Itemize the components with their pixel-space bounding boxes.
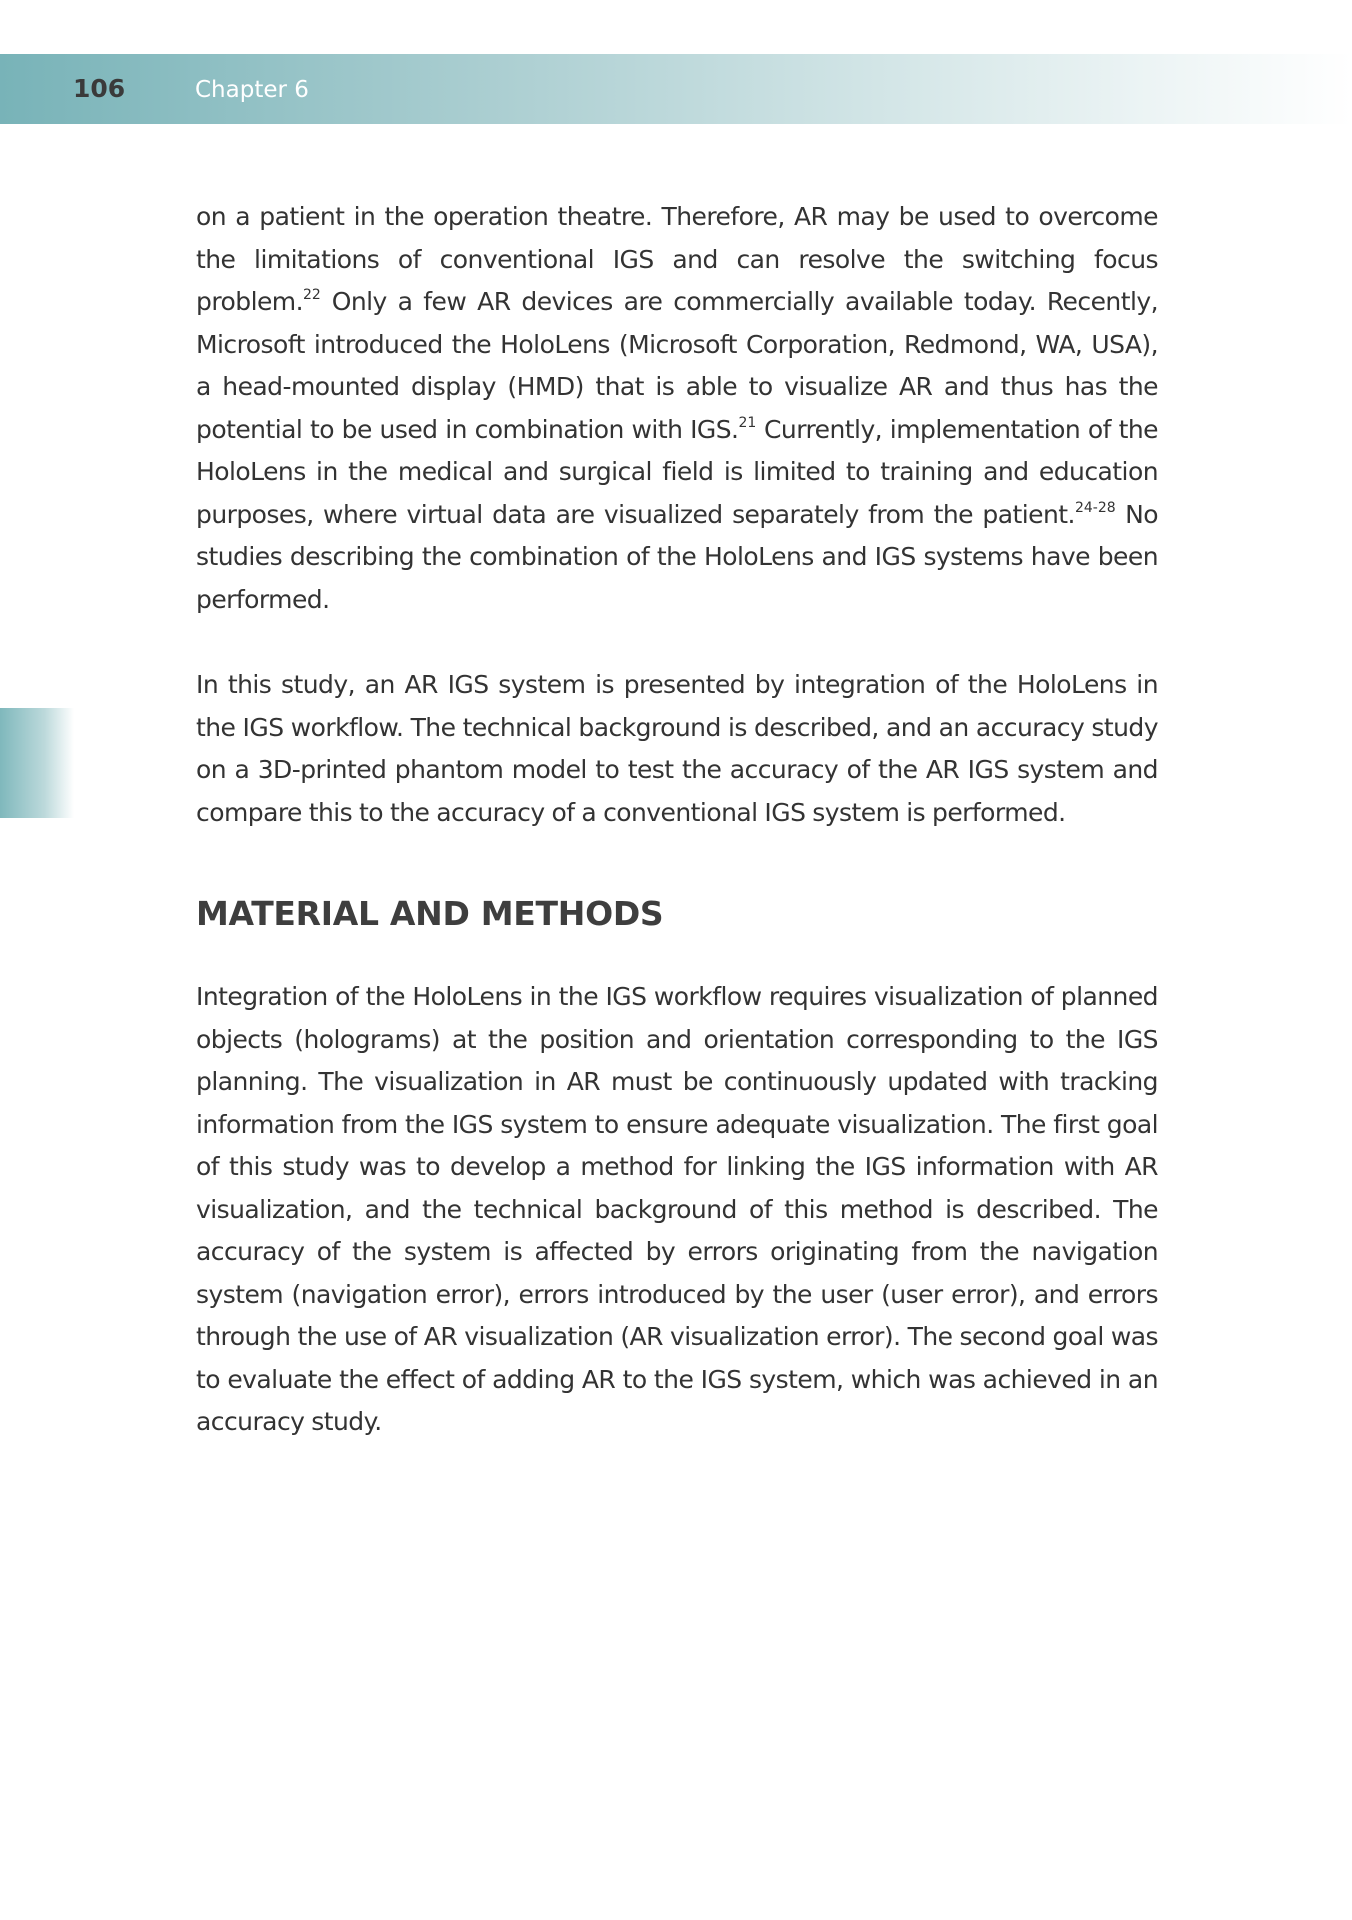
page-number: 106 (73, 74, 126, 103)
study-paragraph: In this study, an AR IGS system is presented by integration of the HoloLens in the IGS workflow. The technical background is described, and an accuracy study on a 3D-printed phantom model to test the accuracy of the AR IGS system and compare this to the accuracy of a conventional IGS system is performed. (196, 670, 1158, 827)
text-run: Currently, implementation of the HoloLens in the medical and surgical field is limited to training and education purposes, where virtual data are visualized separately from the patient. (196, 414, 1158, 529)
chapter-label: Chapter 6 (195, 77, 309, 103)
running-header (0, 54, 1352, 124)
text-run: No studies describing the combination of the HoloLens and IGS systems have been performed. (196, 499, 1159, 614)
methods-paragraph: Integration of the HoloLens in the IGS workflow requires visualization of planned objects (holograms) at the position and orientation corresponding to the IGS planning. The visualization in AR must be continuously updated with tracking information from the IGS system to ensure adequate visualization. The first goal of this study was to develop a method for linking the IGS information with AR visualization, and the technical background of this method is described. The accuracy of the system is affected by errors originating from the navigation system (navigation error), errors introduced by the user (user error), and errors through the use of AR visualization (AR visualization error). The second goal was to evaluate the effect of adding AR to the IGS system, which was achieved in an accuracy study. (196, 982, 1158, 1436)
section-heading: MATERIAL AND METHODS (196, 894, 664, 933)
text-run: on a patient in the operation theatre. Therefore, AR may be used to overcome the limitations of conventional IGS and can resolve the switching focus problem. (196, 202, 1158, 316)
citation: 21 (738, 414, 757, 431)
citation: 24-28 (1074, 499, 1116, 516)
intro-paragraph (196, 196, 1158, 621)
paragraph-gap (196, 621, 1158, 664)
chapter-side-tab (0, 708, 74, 818)
text-run: Only a few AR devices are commercially available today. Recently, Microsoft introduced the HoloLens (Microsoft Corporation, Redmond, WA, USA), a head-mounted display (HMD) that is able to visualize AR and thus has the potential to be used in combination with IGS. (196, 287, 1158, 444)
page-body (196, 196, 1158, 1444)
citation: 22 (303, 287, 321, 303)
